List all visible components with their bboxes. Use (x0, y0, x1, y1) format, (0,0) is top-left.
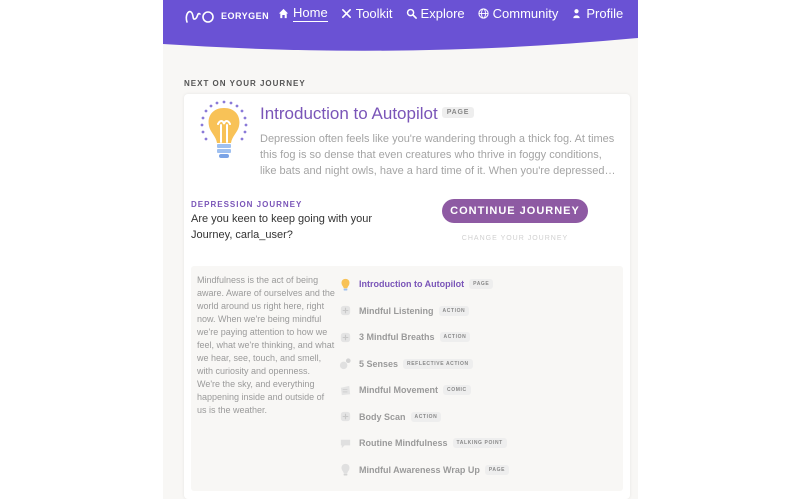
nav-community[interactable] (478, 5, 559, 22)
senses-icon (339, 357, 352, 370)
main-nav (278, 5, 636, 22)
step-item[interactable] (339, 271, 619, 298)
step-badge: COMIC (443, 385, 471, 395)
sparkle-icon (339, 410, 352, 423)
step-label: Mindful Movement (359, 385, 438, 396)
nav-home-label: Home (293, 5, 328, 20)
journey-card (184, 94, 630, 499)
toolkit-icon (341, 8, 352, 19)
nav-profile[interactable] (571, 5, 623, 22)
continue-journey-button[interactable]: CONTINUE JOURNEY (442, 199, 588, 223)
nav-profile-label: Profile (586, 6, 624, 21)
step-item[interactable] (339, 457, 619, 484)
logo[interactable] (183, 6, 269, 26)
change-journey-link[interactable]: CHANGE YOUR JOURNEY (461, 235, 569, 242)
lightbulb-icon (198, 100, 250, 162)
sparkle-icon (339, 304, 352, 317)
card-title-text: Introduction to Autopilot (260, 104, 438, 123)
speech-bubble-icon (339, 437, 352, 450)
step-label: Introduction to Autopilot (359, 279, 465, 290)
nav-community-label: Community (492, 6, 559, 21)
card-title[interactable] (260, 104, 474, 124)
step-item[interactable] (339, 404, 619, 431)
nav-explore[interactable] (406, 5, 465, 22)
nav-explore-label: Explore (420, 6, 465, 21)
step-item[interactable] (339, 298, 619, 325)
step-badge: REFLECTIVE ACTION (403, 359, 473, 369)
step-list (339, 271, 619, 483)
comic-icon (339, 384, 352, 397)
journey-question: Are you keen to keep going with your Journey, carla_user? (191, 213, 373, 241)
home-icon (278, 8, 289, 19)
logo-text: EORYGEN (221, 11, 270, 21)
page (163, 0, 638, 499)
globe-icon (478, 8, 489, 19)
header (163, 0, 638, 56)
lightbulb-icon (339, 278, 352, 291)
card-badge: PAGE (442, 107, 475, 118)
step-badge: ACTION (439, 306, 470, 316)
step-label: Mindful Listening (359, 305, 434, 316)
step-badge: TALKING POINT (453, 438, 507, 448)
user-icon (571, 8, 582, 19)
nav-toolkit[interactable] (341, 5, 393, 22)
step-item[interactable] (339, 324, 619, 351)
mindfulness-description: Mindfulness is the act of being aware. Aware of ourselves and the world around us right here, right now. When we're being mindful we're paying attention to how we feel, what we're thinking, and what we hear, see, touch, and smell, with curiosity and openness. We're the sky, and everything happening inside and outside of us is the weather. (197, 275, 335, 415)
step-label: 3 Mindful Breaths (359, 332, 435, 343)
nav-toolkit-label: Toolkit (355, 6, 393, 21)
lightbulb-icon (339, 463, 352, 476)
card-description: Depression often feels like you're wandering through a thick fog. At times this fog is so dense that even creatures who thrive in foggy conditions, like bats and night owls, have a hard time of it. When you're depressed… (260, 133, 616, 177)
step-badge: PAGE (469, 279, 493, 289)
search-icon (406, 8, 417, 19)
step-label: 5 Senses (359, 358, 399, 369)
step-label: Body Scan (359, 411, 406, 422)
step-badge: PAGE (485, 465, 509, 475)
step-badge: ACTION (440, 332, 471, 342)
step-label: Routine Mindfulness (359, 438, 448, 449)
step-item[interactable] (339, 377, 619, 404)
nav-home[interactable] (278, 5, 328, 22)
step-label: Mindful Awareness Wrap Up (359, 464, 480, 475)
logo-icon (183, 6, 217, 26)
section-title: NEXT ON YOUR JOURNEY (184, 79, 306, 88)
sparkle-icon (339, 331, 352, 344)
step-item[interactable] (339, 430, 619, 457)
step-badge: ACTION (411, 412, 442, 422)
journey-label: DEPRESSION JOURNEY (191, 200, 303, 209)
mindfulness-panel (191, 266, 623, 491)
step-item[interactable] (339, 351, 619, 378)
